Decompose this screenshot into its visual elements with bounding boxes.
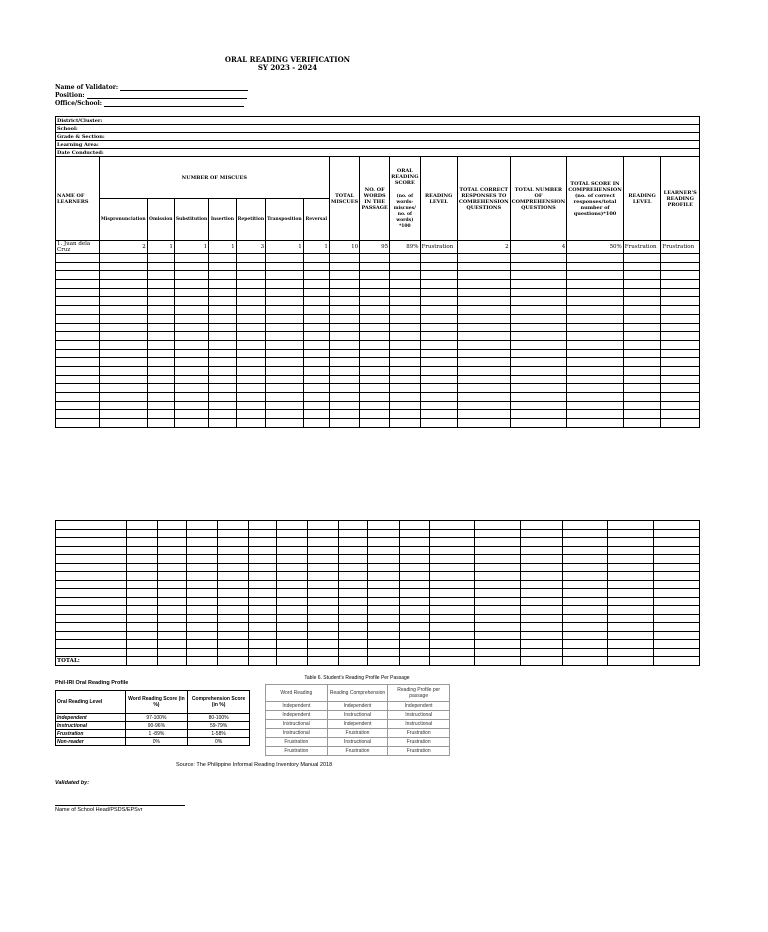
- table-row: [56, 314, 700, 323]
- verification-table: [55, 116, 700, 428]
- table-row: [56, 538, 700, 547]
- col-insertion: Insertion: [209, 199, 236, 241]
- position-line: Position:: [55, 91, 247, 99]
- table-row: Independent Instructional Instructional: [266, 711, 450, 720]
- table-row: [56, 521, 700, 530]
- col-name: NAME OF LEARNERS: [56, 157, 100, 241]
- table-row: [56, 410, 700, 419]
- table-row: Non-reader 0% 0%: [56, 738, 250, 746]
- table-row: Frustration 1 -89% 1-58%: [56, 730, 250, 738]
- table-row: [56, 419, 700, 428]
- table-row: [56, 563, 700, 572]
- col-profile: LEARNER'S READING PROFILE: [661, 157, 700, 241]
- table-row: Instructional Independent Instructional: [266, 720, 450, 729]
- table-row: [56, 366, 700, 375]
- table-row: [56, 280, 700, 289]
- date-row: Date Conducted:: [56, 149, 700, 157]
- table-row: [56, 546, 700, 555]
- table-row: [56, 640, 700, 649]
- table-row: Frustration Frustration Frustration: [266, 747, 450, 756]
- col-questions: TOTAL NUMBER OF COMPREHENSION QUESTIONS: [510, 157, 567, 241]
- table-row: [56, 262, 700, 271]
- table-row: [56, 288, 700, 297]
- school-year: SY 2023 - 2024: [257, 63, 318, 72]
- table-row: [56, 332, 700, 341]
- table-row: [56, 597, 700, 606]
- col-repetition: Repetition: [236, 199, 265, 241]
- reading-profile-table: Word Reading Reading Comprehension Reading Profile per passage Independent Independent Independent Independent Instructional Instructional Instructional Independent Instructional Instructional Frustration Frustration Frustration Instructional Frustration Frustration Frustration Frustration: [265, 684, 450, 756]
- col-substitution: Substitution: [174, 199, 208, 241]
- col-reading-level2: READING LEVEL: [623, 157, 661, 241]
- table-row: [56, 254, 700, 263]
- col-omission: Omission: [147, 199, 174, 241]
- table-row: Independent 97-100% 80-100%: [56, 714, 250, 722]
- table-row: [56, 340, 700, 349]
- col-reversal: Reversal: [303, 199, 329, 241]
- office-line: Office/School:: [55, 99, 244, 107]
- table-row: [56, 349, 700, 358]
- col-mispronunciation: Mispronunciation: [99, 199, 147, 241]
- table-row: [56, 589, 700, 598]
- table-row: [56, 648, 700, 657]
- table-row: [56, 614, 700, 623]
- district-row: District/Cluster:: [56, 117, 700, 125]
- col-transposition: Transposition: [266, 199, 304, 241]
- table-row: [56, 358, 700, 367]
- table-row: [56, 580, 700, 589]
- total-row: TOTAL:: [56, 657, 700, 666]
- signatory-label: Name of School Head/PSDS/EPSvr: [55, 807, 143, 813]
- table-row: [56, 323, 700, 332]
- table-row: [56, 606, 700, 615]
- table-row: Instructional Frustration Frustration: [266, 729, 450, 738]
- school-row: School:: [56, 125, 700, 133]
- table-row: [56, 375, 700, 384]
- phil-iri-title: Phil-IRI Oral Reading Profile: [55, 680, 129, 686]
- validated-by: Validated by:: [55, 780, 90, 786]
- table-row: [56, 297, 700, 306]
- col-correct: TOTAL CORRECT RESPONSES TO COMREHENSION QUESTIONS: [457, 157, 510, 241]
- phil-iri-table: Oral Reading Level Word Reading Score (in %) Comprehension Score (in %) Independent 97-100% 80-100% Instructional 90-96% 59-79% Frustration 1 -89% 1-58% Non-reader 0% 0%: [55, 690, 250, 746]
- table-row: Instructional 90-96% 59-79%: [56, 722, 250, 730]
- table-row: [56, 384, 700, 393]
- learning-area-row: Learning Area:: [56, 141, 700, 149]
- table-row: 1. Juan dela Cruz 2 1 1 1 3 1 1 10 95 89% Frustration 2 4 50% Frustration Frustration: [56, 241, 700, 254]
- table-row: Frustration Instructional Frustration: [266, 738, 450, 747]
- table-row: [56, 572, 700, 581]
- profile-caption: Table 6. Student's Reading Profile Per Passage: [304, 675, 410, 681]
- validator-line: Name of Validator:: [55, 83, 248, 91]
- table-row: [56, 555, 700, 564]
- grade-row: Grade & Section:: [56, 133, 700, 141]
- doc-title: ORAL READING VERIFICATION: [224, 55, 351, 64]
- col-total-miscues: TOTAL MISCUES: [329, 157, 359, 241]
- table-row: [56, 306, 700, 315]
- col-oral-score: ORAL READING SCORE (no. of words-miscues/ no. of words) *100: [390, 157, 420, 241]
- table-row: [56, 623, 700, 632]
- table-row: [56, 401, 700, 410]
- table-row: [56, 393, 700, 402]
- signature-line: [55, 805, 185, 806]
- col-miscues-group: NUMBER OF MISCUES: [99, 157, 329, 199]
- col-comp-score: TOTAL SCORE IN COMPREHENSION (no. of correct responses/total number of questions)*100: [567, 157, 624, 241]
- table-row: [56, 631, 700, 640]
- col-reading-level: READING LEVEL: [420, 157, 457, 241]
- col-words: NO. OF WORDS IN THE PASSAGE: [360, 157, 390, 241]
- table-row: [56, 529, 700, 538]
- source-note: Source: The Philippine Informal Reading Inventory Manual 2018: [176, 762, 333, 768]
- table-row: [56, 271, 700, 280]
- table-row: Independent Independent Independent: [266, 702, 450, 711]
- continuation-table: [55, 520, 700, 666]
